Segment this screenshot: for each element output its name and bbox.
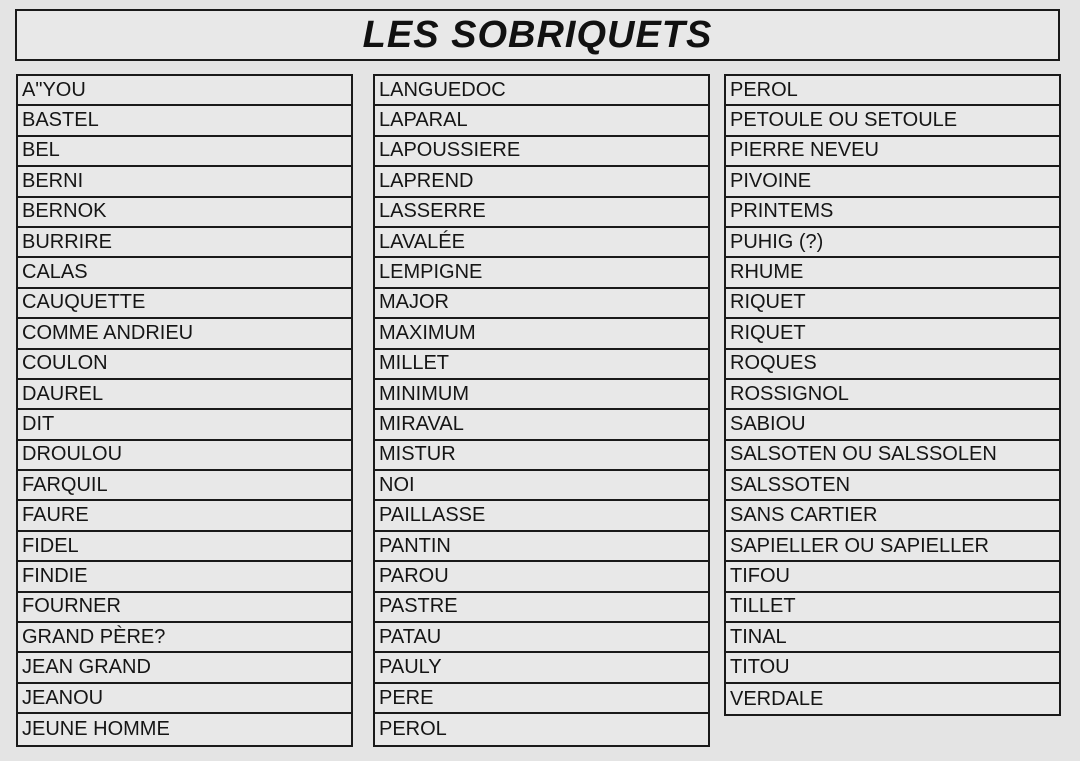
nickname-cell: LAPOUSSIERE [375, 137, 708, 167]
nickname-cell: SABIOU [726, 410, 1059, 440]
nickname-cell: SANS CARTIER [726, 501, 1059, 531]
nickname-cell: RIQUET [726, 289, 1059, 319]
nickname-cell: MIRAVAL [375, 410, 708, 440]
nickname-cell: FINDIE [18, 562, 351, 592]
nickname-cell: PATAU [375, 623, 708, 653]
nickname-cell: PAULY [375, 653, 708, 683]
nickname-cell: TITOU [726, 653, 1059, 683]
nickname-cell: ROSSIGNOL [726, 380, 1059, 410]
nickname-column-1 [16, 74, 353, 747]
nickname-cell: MAXIMUM [375, 319, 708, 349]
nickname-cell: SALSOTEN OU SALSSOLEN [726, 441, 1059, 471]
nickname-cell: PIERRE NEVEU [726, 137, 1059, 167]
nickname-cell: RHUME [726, 258, 1059, 288]
nickname-cell: FARQUIL [18, 471, 351, 501]
title-banner [15, 9, 1060, 61]
nickname-cell: BEL [18, 137, 351, 167]
nickname-cell: FIDEL [18, 532, 351, 562]
nickname-cell: BURRIRE [18, 228, 351, 258]
nickname-cell: PETOULE OU SETOULE [726, 106, 1059, 136]
nickname-cell: PERE [375, 684, 708, 714]
nickname-cell: PUHIG (?) [726, 228, 1059, 258]
nickname-cell: MINIMUM [375, 380, 708, 410]
nickname-cell: PRINTEMS [726, 198, 1059, 228]
nickname-cell: LAPARAL [375, 106, 708, 136]
nickname-cell: BERNOK [18, 198, 351, 228]
nickname-cell: RIQUET [726, 319, 1059, 349]
nickname-column-2 [373, 74, 710, 747]
nickname-cell: TIFOU [726, 562, 1059, 592]
nickname-cell: JEAN GRAND [18, 653, 351, 683]
nickname-cell: PANTIN [375, 532, 708, 562]
nickname-cell: VERDALE [730, 687, 824, 710]
nickname-cell: LAVALÉE [375, 228, 708, 258]
page-title: LES SOBRIQUETS [362, 13, 713, 56]
nickname-cell: TINAL [726, 623, 1059, 653]
nickname-cell: A"YOU [18, 76, 351, 106]
nickname-cell: DAUREL [18, 380, 351, 410]
nickname-cell: LANGUEDOC [375, 76, 708, 106]
nickname-cell: MISTUR [375, 441, 708, 471]
nickname-cell: PAILLASSE [375, 501, 708, 531]
nickname-cell: LAPREND [375, 167, 708, 197]
nickname-cell: COULON [18, 350, 351, 380]
nickname-cell: LASSERRE [375, 198, 708, 228]
nickname-cell: BERNI [18, 167, 351, 197]
nickname-cell: PEROL [726, 76, 1059, 106]
nickname-cell: PAROU [375, 562, 708, 592]
nickname-cell: PEROL [379, 717, 447, 740]
nickname-cell: LEMPIGNE [375, 258, 708, 288]
nickname-cell: SAPIELLER OU SAPIELLER [726, 532, 1059, 562]
nickname-cell: CALAS [18, 258, 351, 288]
nickname-cell: FOURNER [18, 593, 351, 623]
nickname-cell: DROULOU [18, 441, 351, 471]
nickname-cell: PIVOINE [726, 167, 1059, 197]
nickname-cell: FAURE [18, 501, 351, 531]
nickname-cell: SALSSOTEN [726, 471, 1059, 501]
nickname-cell: MAJOR [375, 289, 708, 319]
nickname-cell: PASTRE [375, 593, 708, 623]
nickname-cell: JEUNE HOMME [22, 717, 170, 740]
nickname-cell: JEANOU [18, 684, 351, 714]
nickname-cell: DIT [18, 410, 351, 440]
nickname-cell: COMME ANDRIEU [18, 319, 351, 349]
nickname-cell: CAUQUETTE [18, 289, 351, 319]
nickname-cell: MILLET [375, 350, 708, 380]
nickname-cell: GRAND PÈRE? [18, 623, 351, 653]
nickname-cell: ROQUES [726, 350, 1059, 380]
nickname-cell: TILLET [726, 593, 1059, 623]
nickname-column-3 [724, 74, 1061, 716]
nickname-cell: NOI [375, 471, 708, 501]
nickname-cell: BASTEL [18, 106, 351, 136]
